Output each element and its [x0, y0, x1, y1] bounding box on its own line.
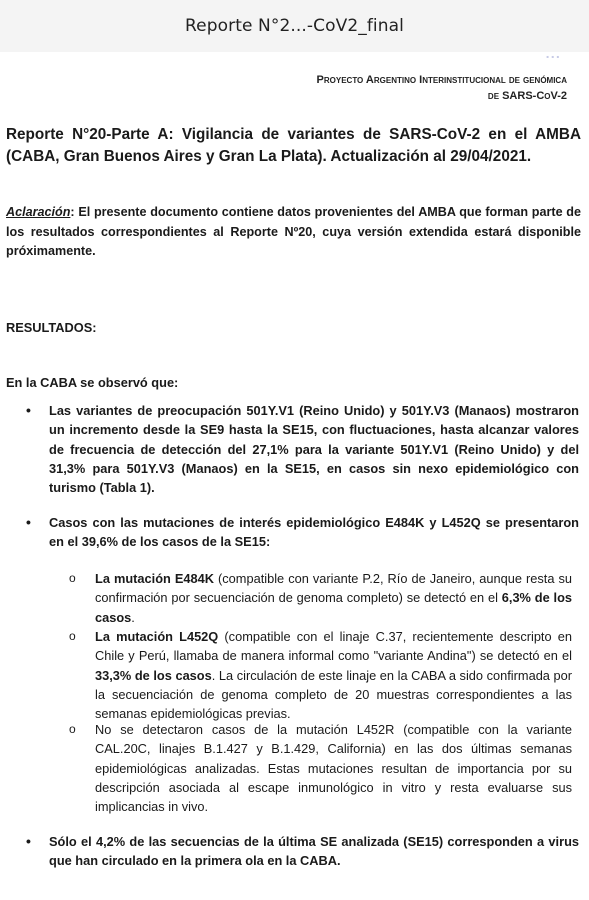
bullet-icon: •: [26, 402, 31, 418]
organization-header: [147, 72, 567, 104]
sub-tail: .: [131, 609, 135, 625]
sub-lead: La mutación E484K: [95, 571, 214, 586]
sub-item-l452q: [69, 627, 573, 723]
logo-fragment: ...: [545, 48, 561, 61]
sub-bullet-icon: o: [69, 629, 76, 643]
org-line-1: Proyecto Argentino Interinstitucional de genómica: [316, 74, 567, 86]
sub-value: 33,3% de los casos: [95, 667, 212, 683]
bullet-text: Las variantes de preocupación 501Y.V1 (Reino Unido) y 501Y.V3 (Manaos) mostraron un incremento desde la SE9 hasta la SE15, con fluctuaciones, hasta alcanzar valores de frecuencia de detección del 27,1% para la variante 501Y.V1 (Reino Unido) y del 31,3% para 501Y.V3 (Manaos) en la SE15, en casos sin nexo epidemiológico con turismo (Tabla 1).: [49, 403, 579, 496]
bullet-item: [26, 513, 579, 552]
org-line-2: de SARS-CoV-2: [487, 90, 567, 102]
sub-item-l452r: [69, 720, 572, 816]
note-label: Aclaración: [6, 205, 71, 219]
sub-bullet-icon: o: [69, 571, 76, 585]
bullet-text: Casos con las mutaciones de interés epidemiológico E484K y L452Q se presentaron en el 39,6% de los casos de la SE15:: [49, 515, 579, 550]
bullet-icon: •: [26, 833, 31, 849]
sub-item-e484k: [69, 569, 573, 627]
results-heading: RESULTADOS:: [6, 320, 97, 335]
clarification-note: [6, 203, 581, 262]
document-title: Reporte N°20-Parte A: Vigilancia de variantes de SARS-CoV-2 en el AMBA (CABA, Gran Buenos Aires y Gran La Plata). Actualización al 29/04/2021.: [6, 126, 581, 165]
bullet-icon: •: [26, 514, 31, 530]
bullet-item: [26, 832, 579, 871]
window-title: Reporte N°2...-CoV2_final: [185, 16, 404, 36]
note-text: : El presente documento contiene datos provenientes del AMBA que forman parte de los resultados correspondientes al Reporte Nº20, cuya versión extendida estará disponible próximamente.: [6, 205, 581, 258]
bullet-item: [26, 401, 579, 497]
sub-text: (compatible con el linaje C.37, recientemente descripto en Chile y Perú, llamaba de manera informal como "variante Andina") se detectó en el: [95, 629, 573, 664]
caba-intro: En la CABA se observó que:: [6, 375, 179, 390]
sub-text: No se detectaron casos de la mutación L452R (compatible con la variante CAL.20C, linajes B.1.427 y B.1.429, California) en las dos últimas semanas epidemiológicas analizadas. Estas mutaciones resultan de importancia por su descripción asociada al escape inmunológico in vitro y resta evaluarse sus implicancias in vivo.: [95, 722, 572, 815]
sub-tail: . La circulación de este linaje en la CABA a sido confirmada por la secuenciación de genoma completo de 20 muestras correspondientes a las semanas epidemiológicas previas.: [95, 667, 572, 722]
sub-text: (compatible con variante P.2, Río de Janeiro, aunque resta su confirmación por secuenciación de genoma completo) se detectó en el: [95, 571, 572, 606]
sub-bullet-icon: o: [69, 722, 76, 736]
bullet-text: Sólo el 4,2% de las secuencias de la última SE analizada (SE15) corresponden a virus que han circulado en la primera ola en la CABA.: [49, 834, 579, 869]
sub-value: 6,3% de los casos: [95, 590, 573, 625]
title-bar: [0, 0, 589, 52]
sub-lead: La mutación L452Q: [95, 629, 219, 644]
